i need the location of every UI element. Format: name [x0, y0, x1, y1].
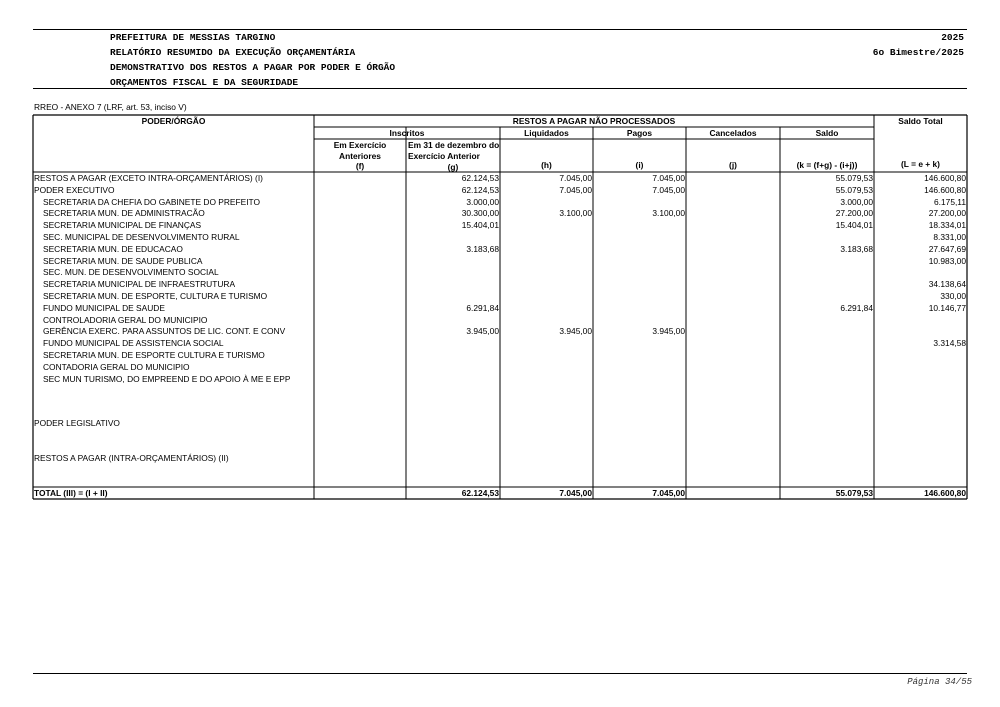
annex-reference: RREO - ANEXO 7 (LRF, art. 53, inciso V) — [34, 102, 187, 112]
header-statement-title: DEMONSTRATIVO DOS RESTOS A PAGAR POR PODER E ÓRGÃO — [110, 62, 396, 73]
table-row-label: SECRETARIA MUNICIPAL DE FINANÇAS — [43, 220, 202, 231]
total-cell-k: 55.079,53 — [835, 488, 873, 498]
header-i: (i) — [635, 160, 644, 170]
table-row-label: SECRETARIA MUN. DE ESPORTE, CULTURA E TURISMO — [43, 291, 268, 301]
total-cell-l: 146.600,80 — [924, 488, 966, 498]
table-row-label: SEC. MUNICIPAL DE DESENVOLVIMENTO RURAL — [43, 232, 240, 242]
table-cell-l: 146.600,80 — [924, 173, 966, 183]
table-cell-l: 10.983,00 — [928, 255, 966, 266]
table-cell-l: 18.334,01 — [928, 220, 966, 231]
table-row-label: SECRETARIA MUN. DE EDUCACAO — [43, 243, 183, 254]
header-k: (k = (f+g) - (i+j)) — [796, 160, 858, 170]
table-cell-i: 7.045,00 — [652, 184, 685, 195]
table-row-label: CONTADORIA GERAL DO MUNICIPIO — [43, 361, 190, 372]
header-anteriores: Anteriores — [339, 151, 381, 161]
row-restos-intra-orcamentarios: RESTOS A PAGAR (INTRA-ORÇAMENTÁRIOS) (II) — [34, 453, 229, 463]
header-saldo: Saldo — [815, 128, 839, 138]
table-cell-l: 27.200,00 — [928, 208, 966, 219]
table-row-label: PODER EXECUTIVO — [34, 184, 115, 195]
table-row-label: CONTROLADORIA GERAL DO MUNICIPIO — [43, 314, 208, 325]
table-cell-k: 3.183,68 — [840, 243, 873, 254]
row-total-label: TOTAL (III) = (I + II) — [34, 488, 108, 498]
header-h: (h) — [541, 160, 552, 170]
table-cell-l: 3.314,58 — [933, 338, 966, 349]
header-liquidados: Liquidados — [524, 128, 569, 138]
table-cell-g: 30.300,00 — [461, 208, 499, 219]
total-cell-g: 62.124,53 — [461, 488, 499, 498]
table-cell-i: 3.945,00 — [652, 326, 685, 337]
table-cell-k: 3.000,00 — [840, 196, 873, 207]
table-row-label: SECRETARIA MUN. DE ADMINISTRACÃO — [43, 208, 205, 219]
header-inscritos: Inscritos — [389, 128, 425, 138]
table-row-label: GERÊNCIA EXERC. PARA ASSUNTOS DE LIC. CONT. E CONV — [43, 326, 286, 337]
table-row-label: SECRETARIA MUN. DE SAUDE PUBLICA — [43, 255, 203, 266]
table-cell-l: 10.146,77 — [928, 302, 966, 313]
table-cell-k: 55.079,53 — [835, 184, 873, 195]
table-cell-g: 62.124,53 — [461, 184, 499, 195]
table-cell-g: 3.183,68 — [466, 243, 499, 254]
table-cell-h: 7.045,00 — [559, 173, 592, 183]
header-restos-nao-processados: RESTOS A PAGAR NÃO PROCESSADOS — [512, 116, 676, 126]
header-j: (j) — [729, 160, 737, 170]
page-number: Página 34/55 — [907, 677, 972, 687]
table-row-label: SECRETARIA MUN. DE ESPORTE CULTURA E TURISMO — [43, 350, 265, 360]
header-pagos: Pagos — [626, 128, 653, 138]
header-entity: PREFEITURA DE MESSIAS TARGINO — [110, 32, 276, 43]
table-cell-g: 3.945,00 — [466, 326, 499, 337]
table-cell-i: 7.045,00 — [652, 173, 685, 183]
table-row-label: SEC. MUN. DE DESENVOLVIMENTO SOCIAL — [43, 267, 219, 278]
row-poder-legislativo: PODER LEGISLATIVO — [34, 418, 120, 428]
table-row-label: SECRETARIA DA CHEFIA DO GABINETE DO PREFEITO — [43, 196, 261, 207]
table-cell-g: 62.124,53 — [461, 173, 499, 183]
header-bimester: 6o Bimestre/2025 — [872, 47, 964, 58]
table-cell-l: 330,00 — [940, 291, 966, 301]
header-f: (f) — [355, 161, 365, 171]
total-cell-h: 7.045,00 — [559, 488, 592, 498]
table-cell-h: 7.045,00 — [559, 184, 592, 195]
table-cell-g: 15.404,01 — [461, 220, 499, 231]
table-cell-l: 34.138,64 — [928, 279, 966, 290]
header-l: (L = e + k) — [901, 159, 940, 169]
header-exercicio-anterior: Exercício Anterior — [408, 151, 480, 161]
header-saldo-total: Saldo Total — [898, 116, 943, 126]
table-cell-g: 3.000,00 — [466, 196, 499, 207]
table-cell-l: 8.331,00 — [933, 232, 966, 242]
header-em-exercicio: Em Exercício — [333, 140, 387, 150]
header-budget-scope: ORÇAMENTOS FISCAL E DA SEGURIDADE — [110, 77, 299, 88]
header-g: (g) — [447, 162, 459, 172]
table-cell-h: 3.100,00 — [559, 208, 592, 219]
header-report-title: RELATÓRIO RESUMIDO DA EXECUÇÃO ORÇAMENTÁRIA — [110, 47, 356, 58]
table-cell-l: 27.647,69 — [928, 243, 966, 254]
table-row-label: RESTOS A PAGAR (EXCETO INTRA-ORÇAMENTÁRIOS) (I) — [34, 173, 263, 183]
header-cancelados: Cancelados — [709, 128, 757, 138]
table-cell-h: 3.945,00 — [559, 326, 592, 337]
header-year: 2025 — [941, 32, 964, 43]
header-poder-orgao: PODER/ÓRGÃO — [141, 116, 206, 126]
table-cell-g: 6.291,84 — [466, 302, 499, 313]
footer-rule — [33, 673, 967, 674]
table-row-label: SEC MUN TURISMO, DO EMPREEND E DO APOIO À ME E EPP — [43, 373, 291, 384]
table-cell-k: 6.291,84 — [840, 302, 873, 313]
table-row-label: SECRETARIA MUNICIPAL DE INFRAESTRUTURA — [43, 279, 236, 290]
total-cell-i: 7.045,00 — [652, 488, 685, 498]
table-row-label: FUNDO MUNICIPAL DE ASSISTENCIA SOCIAL — [43, 338, 224, 349]
table-cell-l: 146.600,80 — [924, 184, 966, 195]
table-cell-k: 27.200,00 — [835, 208, 873, 219]
table-cell-k: 55.079,53 — [835, 173, 873, 183]
header-em-31-dezembro: Em 31 de dezembro do — [408, 140, 500, 150]
table-cell-i: 3.100,00 — [652, 208, 685, 219]
table-row-label: FUNDO MUNICIPAL DE SAUDE — [43, 302, 165, 313]
table-cell-l: 6.175,11 — [934, 196, 966, 207]
table-cell-k: 15.404,01 — [835, 220, 873, 231]
